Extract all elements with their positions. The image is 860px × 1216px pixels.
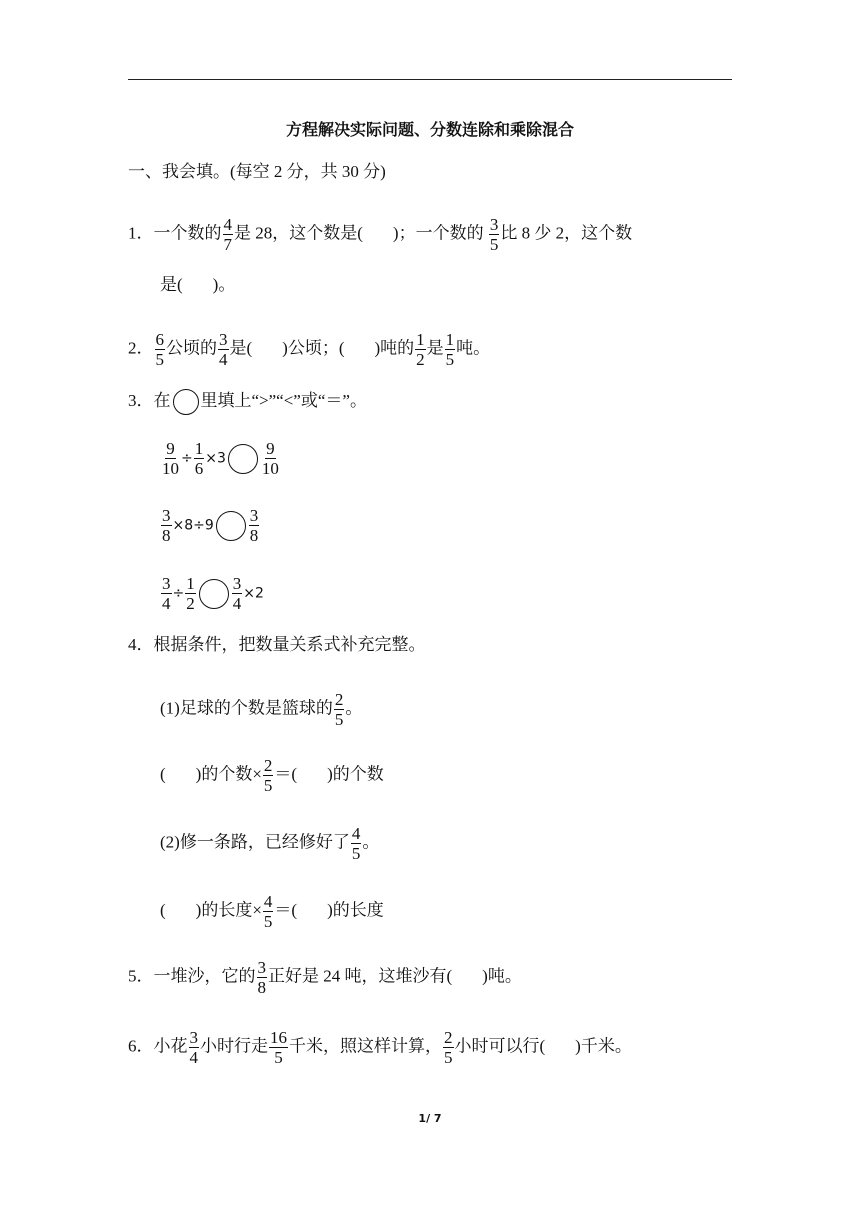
question-5 — [128, 959, 522, 996]
header-rule — [128, 79, 732, 80]
question-4 — [128, 633, 426, 657]
eq-text: )的长度× — [195, 900, 262, 920]
q4-part-1 — [160, 691, 362, 728]
q4-part-1-equation — [160, 757, 384, 794]
fraction: $\frac{4}{7}$ — [223, 215, 232, 254]
q4-part-2 — [160, 825, 379, 862]
q4-p1-text: (1)足球的个数是篮球的 — [160, 698, 333, 718]
q2-text-b: 是( — [229, 338, 253, 358]
fraction: $\frac{3}{8}$ — [249, 506, 259, 545]
q3-text-b: 里填上“>”“<”或“＝”。 — [200, 391, 367, 410]
question-1-cont — [160, 273, 235, 297]
fraction: $\frac{1}{6}$ — [194, 439, 204, 478]
fraction: $\frac{1}{5}$ — [445, 330, 455, 369]
q2-text-e: 是 — [426, 338, 444, 358]
q2-text-a: 公顷的 — [166, 338, 217, 358]
fraction: $\frac{3}{4}$ — [219, 330, 228, 369]
q4-p2-end: 。 — [362, 832, 380, 852]
compare-expression-2 — [160, 507, 260, 544]
fraction: $\frac{3}{8}$ — [257, 958, 266, 997]
operator: ÷ — [172, 585, 185, 602]
circle-icon — [173, 389, 199, 415]
fraction: $\frac{1}{2}$ — [416, 330, 425, 369]
fraction: $\frac{2}{5}$ — [263, 756, 273, 795]
q3-number: 3． — [128, 391, 154, 410]
page-number: 1/ 7 — [418, 1112, 442, 1125]
question-1 — [128, 216, 632, 253]
compare-circle[interactable] — [199, 579, 229, 609]
q4-part-2-equation — [160, 893, 384, 930]
q1-cont-b: )。 — [212, 275, 236, 294]
eq-open: ( — [160, 764, 166, 784]
eq-equals: ＝( — [274, 764, 298, 784]
fraction: $\frac{3}{4}$ — [232, 574, 242, 613]
fraction: $\frac{6}{5}$ — [155, 330, 164, 369]
compare-circle[interactable] — [216, 511, 246, 541]
question-2 — [128, 331, 490, 368]
fraction: $\frac{4}{5}$ — [351, 824, 361, 863]
q1-number: 1． — [128, 223, 154, 243]
section-heading: 一、我会填。(每空 2 分，共 30 分) — [128, 162, 386, 181]
eq-text: )的个数× — [195, 764, 262, 784]
q1-text-b: 是 28，这个数是( — [234, 223, 363, 243]
page-title: 方程解决实际问题、分数连除和乘除混合 — [285, 120, 574, 139]
question-6 — [128, 1029, 632, 1066]
q3-text-a: 在 — [153, 391, 171, 410]
q5-text-a: 一堆沙，它的 — [153, 966, 256, 986]
eq-end: )的个数 — [327, 764, 384, 784]
q2-text-d: )吨的 — [374, 338, 415, 358]
q5-text-b: 正好是 24 吨，这堆沙有( — [268, 966, 453, 986]
q6-text-a: 小花 — [153, 1036, 188, 1056]
q4-p2-text: (2)修一条路，已经修好了 — [160, 832, 350, 852]
eq-end: )的长度 — [327, 900, 384, 920]
q1-text-e: 比 8 少 2，这个数 — [500, 223, 633, 243]
fraction: $\frac{3}{4}$ — [189, 1028, 198, 1067]
fraction: $\frac{9}{10}$ — [162, 439, 179, 478]
operator: ×8÷9 — [172, 517, 214, 534]
q2-number: 2． — [128, 338, 154, 358]
q1-text-a: 一个数的 — [153, 223, 222, 243]
q5-text-c: )吨。 — [482, 966, 522, 986]
operator: ×3 — [205, 450, 226, 467]
q4-p1-end: 。 — [345, 698, 363, 718]
fraction: $\frac{4}{5}$ — [263, 892, 273, 931]
q4-text: 根据条件，把数量关系式补充完整。 — [153, 635, 426, 654]
q6-text-d: 小时可以行( — [454, 1036, 546, 1056]
fraction: $\frac{1}{2}$ — [186, 574, 195, 613]
fraction: $\frac{3}{5}$ — [489, 215, 499, 254]
q6-text-e: )千米。 — [575, 1036, 632, 1056]
q6-text-c: 千米，照这样计算， — [289, 1036, 442, 1056]
operator: ×2 — [243, 585, 264, 602]
fraction: $\frac{9}{10}$ — [261, 439, 279, 478]
fraction: $\frac{2}{5}$ — [334, 690, 344, 729]
q6-number: 6． — [128, 1036, 154, 1056]
q6-text-b: 小时行走 — [200, 1036, 268, 1056]
fraction: $\frac{2}{5}$ — [444, 1028, 453, 1067]
compare-circle[interactable] — [228, 444, 258, 474]
compare-expression-1 — [160, 440, 281, 477]
q1-text-c: )；一个数的 — [392, 223, 488, 243]
question-3 — [128, 389, 367, 415]
fraction: $\frac{3}{4}$ — [162, 574, 171, 613]
q2-text-c: )公顷；( — [282, 338, 345, 358]
fraction: $\frac{16}{5}$ — [270, 1028, 287, 1067]
q4-number: 4． — [128, 635, 154, 654]
fraction: $\frac{3}{8}$ — [162, 506, 171, 545]
q5-number: 5． — [128, 966, 154, 986]
q2-text-g: 吨。 — [456, 338, 491, 358]
q1-cont-a: 是( — [160, 275, 183, 294]
operator: ÷ — [181, 450, 193, 467]
compare-expression-3 — [160, 575, 264, 612]
eq-open: ( — [160, 900, 166, 920]
eq-equals: ＝( — [274, 900, 298, 920]
